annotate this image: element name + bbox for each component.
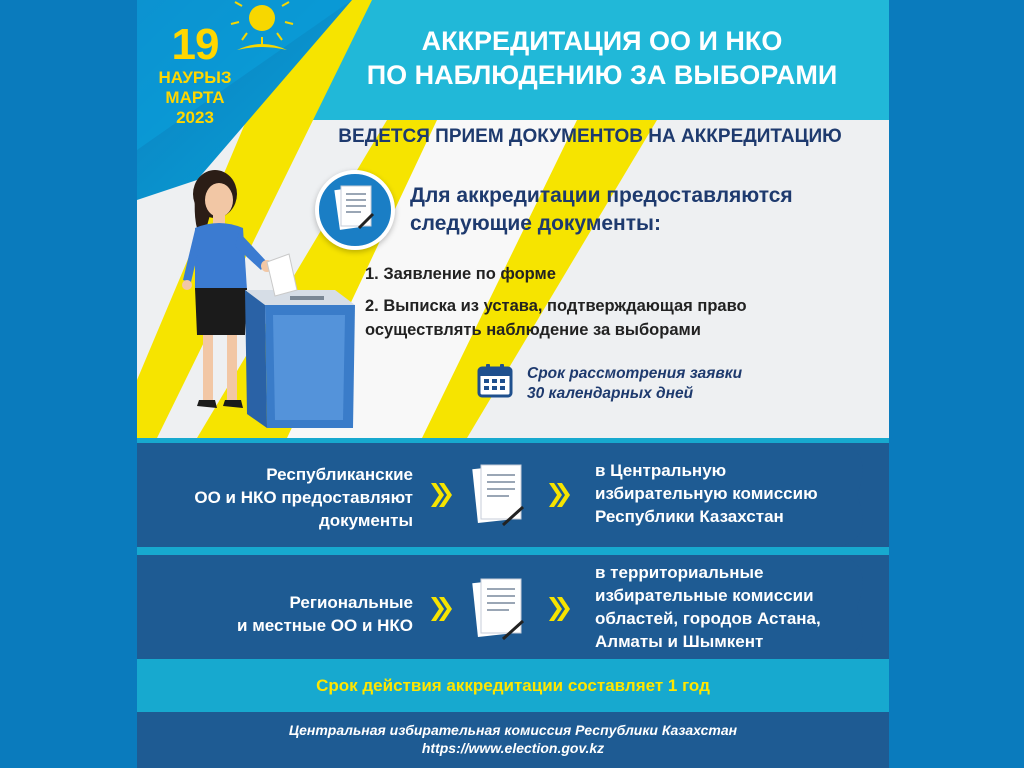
list-item-line: осуществлять наблюдение за выборами: [365, 321, 701, 339]
route-to-line: избирательные комиссии: [595, 586, 814, 605]
route-to-line: избирательную комиссию: [595, 484, 818, 503]
document-icon: [469, 461, 531, 533]
document-icon: [319, 174, 391, 246]
validity-note: Срок действия аккредитации составляет 1 год: [316, 676, 710, 695]
route-to-line: Алматы и Шымкент: [595, 632, 764, 651]
route-band-republican: [137, 443, 889, 547]
date-month-ru: МАРТА: [165, 88, 225, 107]
route-from: [177, 463, 413, 532]
route-band-regional: [137, 555, 889, 659]
date-year: 2023: [176, 108, 214, 127]
calendar-icon: [477, 362, 513, 398]
list-item-line: 1. Заявление по форме: [365, 265, 556, 283]
documents-intro: [410, 182, 850, 238]
review-period: [527, 364, 787, 404]
review-line-1: Срок рассмотрения заявки: [527, 365, 743, 382]
footer-url[interactable]: https://www.election.gov.kz: [421, 740, 605, 756]
chevron-right-icon: [429, 595, 453, 623]
chevron-right-icon: [429, 481, 453, 509]
documents-intro-line-1: Для аккредитации предоставляются: [410, 184, 793, 207]
route-from-line: документы: [318, 511, 413, 530]
route-to: [595, 561, 865, 653]
documents-list: [365, 262, 865, 350]
document-icon-circle: [315, 170, 395, 250]
list-item: [365, 294, 865, 342]
title-line-2: ПО НАБЛЮДЕНИЮ ЗА ВЫБОРАМИ: [366, 60, 838, 90]
footer-org: Центральная избирательная комиссия Республики Казахстан: [288, 722, 738, 738]
route-from-line: Региональные: [289, 593, 413, 612]
page-title: [337, 24, 867, 92]
route-to-line: Республики Казахстан: [595, 507, 784, 526]
review-line-2: 30 календарных дней: [527, 385, 694, 402]
list-item-line: 2. Выписка из устава, подтверждающая право: [365, 297, 747, 315]
route-to: [595, 459, 865, 528]
infographic-poster: [137, 0, 889, 768]
document-icon: [469, 575, 531, 647]
footer: [137, 712, 889, 768]
subtitle: ВЕДЕТСЯ ПРИЕМ ДОКУМЕНТОВ НА АККРЕДИТАЦИЮ: [338, 126, 842, 147]
route-to-line: в Центральную: [595, 461, 727, 480]
date-block: [155, 22, 235, 128]
route-from-line: Республиканские: [266, 465, 413, 484]
title-line-1: АККРЕДИТАЦИЯ ОО И НКО: [421, 26, 783, 56]
date-day: 19: [171, 20, 219, 69]
documents-intro-line-2: следующие документы:: [410, 212, 661, 235]
date-month-kz: НАУРЫЗ: [158, 68, 232, 87]
route-to-line: в территориальные: [595, 563, 764, 582]
route-to-line: областей, городов Астана,: [595, 609, 821, 628]
route-from-line: ОО и НКО предоставляют: [194, 488, 413, 507]
route-from-line: и местные ОО и НКО: [237, 616, 413, 635]
chevron-right-icon: [547, 595, 571, 623]
list-item: [365, 262, 865, 286]
chevron-right-icon: [547, 481, 571, 509]
route-from: [177, 591, 413, 637]
